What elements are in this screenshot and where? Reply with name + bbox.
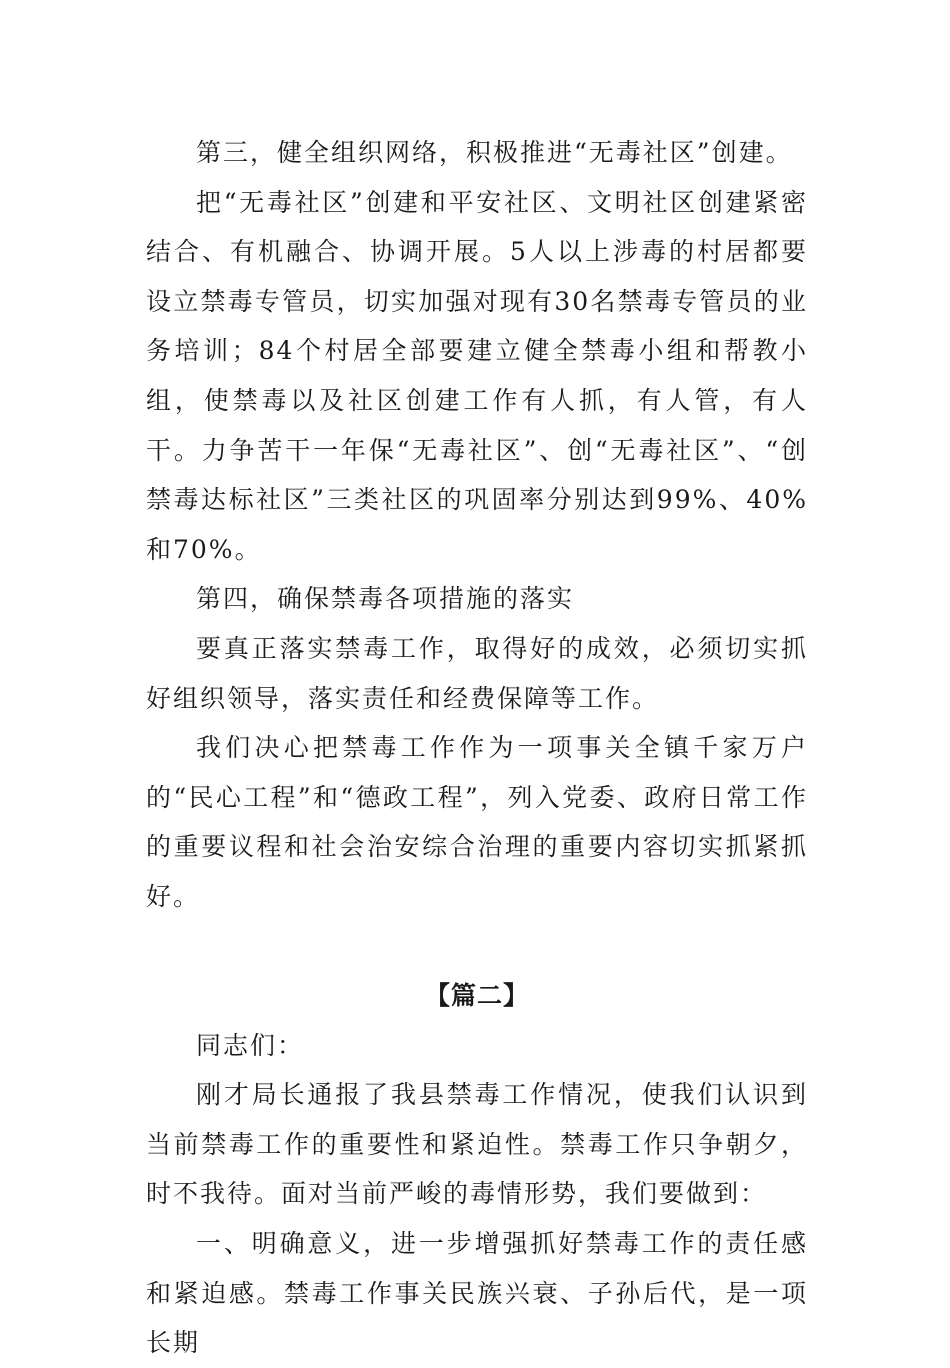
paragraph-fourth-point: 第四，确保禁毒各项措施的落实 [196, 584, 575, 614]
document-body [146, 128, 808, 1368]
paragraph-drug-free-community: 把“无毒社区”创建和平安社区、文明社区创建紧密结合、有机融合、协调开展。5人以上涉毒的村居都要设立禁毒专管员，切实加强对现有30名禁毒专管员的业务培训；84个村居全部要建立健全禁毒小组和帮教小组，使禁毒以及社区创建工作有人抓，有人管，有人干。力争苦干一年保“无毒社区”、创“无毒社区”、“创禁毒达标社区”三类社区的巩固率分别达到99%、40%和70%。 [146, 187, 808, 564]
paragraph-salutation: 同志们： [196, 1030, 305, 1060]
section-two-title: 【篇二】 [424, 981, 529, 1011]
paragraph-implementation: 要真正落实禁毒工作，取得好的成效，必须切实抓好组织领导，落实责任和经费保障等工作。 [146, 633, 808, 713]
section-spacer [146, 922, 808, 972]
paragraph-intro: 刚才局长通报了我县禁毒工作情况，使我们认识到当前禁毒工作的重要性和紧迫性。禁毒工作只争朝夕，时不我待。面对当前严峻的毒情形势，我们要做到： [146, 1080, 808, 1209]
paragraph-determination: 我们决心把禁毒工作作为一项事关全镇千家万户的“民心工程”和“德政工程”，列入党委、政府日常工作的重要议程和社会治安综合治理的重要内容切实抓紧抓好。 [146, 733, 808, 911]
paragraph-third-point: 第三，健全组织网络，积极推进“无毒社区”创建。 [196, 138, 793, 167]
paragraph-point-one: 一、明确意义，进一步增强抓好禁毒工作的责任感和紧迫感。禁毒工作事关民族兴衰、子孙后代，是一项长期 [146, 1229, 808, 1358]
